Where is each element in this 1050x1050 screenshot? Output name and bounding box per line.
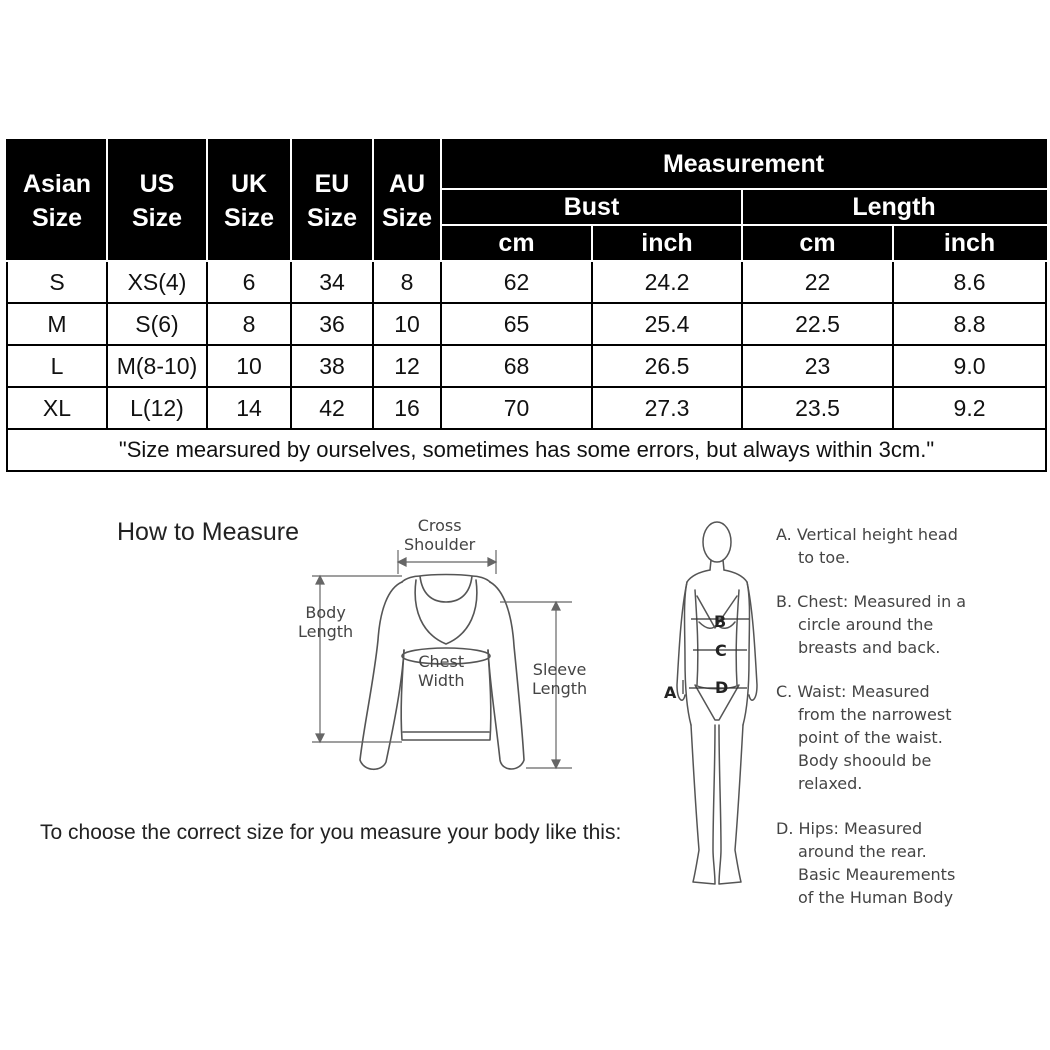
cell-uk-size: 8 [207, 303, 291, 345]
cell-asian-size: M [7, 303, 107, 345]
cell-bust-inch: 24.2 [592, 261, 742, 303]
header-bust-cm: cm [441, 225, 592, 261]
marker-d: D [715, 678, 729, 697]
header-length-cm: cm [742, 225, 893, 261]
cell-uk-size: 6 [207, 261, 291, 303]
cell-eu-size: 38 [291, 345, 373, 387]
marker-a: A [664, 683, 677, 702]
cell-au-size: 16 [373, 387, 441, 429]
measure-instruction: To choose the correct size for you measure your body like this: [40, 821, 622, 844]
cell-bust-cm: 68 [441, 345, 592, 387]
cell-au-size: 8 [373, 261, 441, 303]
note-c: C. Waist: Measured from the narrowest point of the waist. Body shoould be relaxed. [776, 682, 952, 793]
cell-au-size: 12 [373, 345, 441, 387]
cell-uk-size: 14 [207, 387, 291, 429]
cell-bust-inch: 27.3 [592, 387, 742, 429]
cell-length-cm: 22 [742, 261, 893, 303]
how-to-measure-title: How to Measure [117, 518, 300, 546]
label-cross-shoulder: Cross Shoulder [404, 516, 476, 554]
note-a: A. Vertical height head to toe. [776, 525, 958, 567]
header-au-size: AU Size [373, 140, 441, 261]
cell-au-size: 10 [373, 303, 441, 345]
cell-us-size: S(6) [107, 303, 207, 345]
header-eu-size: EU Size [291, 140, 373, 261]
cell-length-cm: 22.5 [742, 303, 893, 345]
cell-length-cm: 23.5 [742, 387, 893, 429]
cell-length-inch: 8.6 [893, 261, 1046, 303]
header-uk-size: UK Size [207, 140, 291, 261]
table-row [7, 345, 1046, 387]
table-row [7, 261, 1046, 303]
cell-bust-cm: 70 [441, 387, 592, 429]
cell-uk-size: 10 [207, 345, 291, 387]
cell-eu-size: 34 [291, 261, 373, 303]
cell-bust-inch: 25.4 [592, 303, 742, 345]
cell-length-inch: 8.8 [893, 303, 1046, 345]
cell-length-cm: 23 [742, 345, 893, 387]
cell-asian-size: S [7, 261, 107, 303]
body-diagram [655, 510, 775, 895]
table-row [7, 387, 1046, 429]
cell-asian-size: L [7, 345, 107, 387]
label-chest-width: Chest Width [418, 652, 465, 690]
human-body-icon [677, 522, 757, 884]
cell-bust-inch: 26.5 [592, 345, 742, 387]
cell-eu-size: 36 [291, 303, 373, 345]
cell-length-inch: 9.2 [893, 387, 1046, 429]
label-body-length: Body Length [298, 603, 354, 641]
header-bust-inch: inch [592, 225, 742, 261]
table-note-row [7, 429, 1046, 471]
note-d: D. Hips: Measured around the rear. Basic Meaurements of the Human Body [776, 819, 956, 907]
marker-c: C [715, 641, 727, 660]
table-row [7, 303, 1046, 345]
cell-bust-cm: 65 [441, 303, 592, 345]
header-bust: Bust [441, 189, 742, 225]
header-measurement: Measurement [441, 140, 1046, 189]
note-b: B. Chest: Measured in a circle around the breasts and back. [776, 592, 967, 657]
header-asian-size: Asian Size [7, 140, 107, 261]
size-chart-table [6, 139, 1047, 472]
cell-asian-size: XL [7, 387, 107, 429]
header-length-inch: inch [893, 225, 1046, 261]
cell-eu-size: 42 [291, 387, 373, 429]
size-note: "Size mearsured by ourselves, sometimes has some errors, but always within 3cm." [7, 429, 1046, 471]
label-sleeve-length: Sleeve Length [532, 660, 588, 698]
cell-us-size: M(8-10) [107, 345, 207, 387]
cell-us-size: XS(4) [107, 261, 207, 303]
header-length: Length [742, 189, 1046, 225]
measurement-notes [776, 523, 1046, 930]
marker-b: B [714, 612, 727, 631]
cell-us-size: L(12) [107, 387, 207, 429]
header-us-size: US Size [107, 140, 207, 261]
cell-length-inch: 9.0 [893, 345, 1046, 387]
cell-bust-cm: 62 [441, 261, 592, 303]
